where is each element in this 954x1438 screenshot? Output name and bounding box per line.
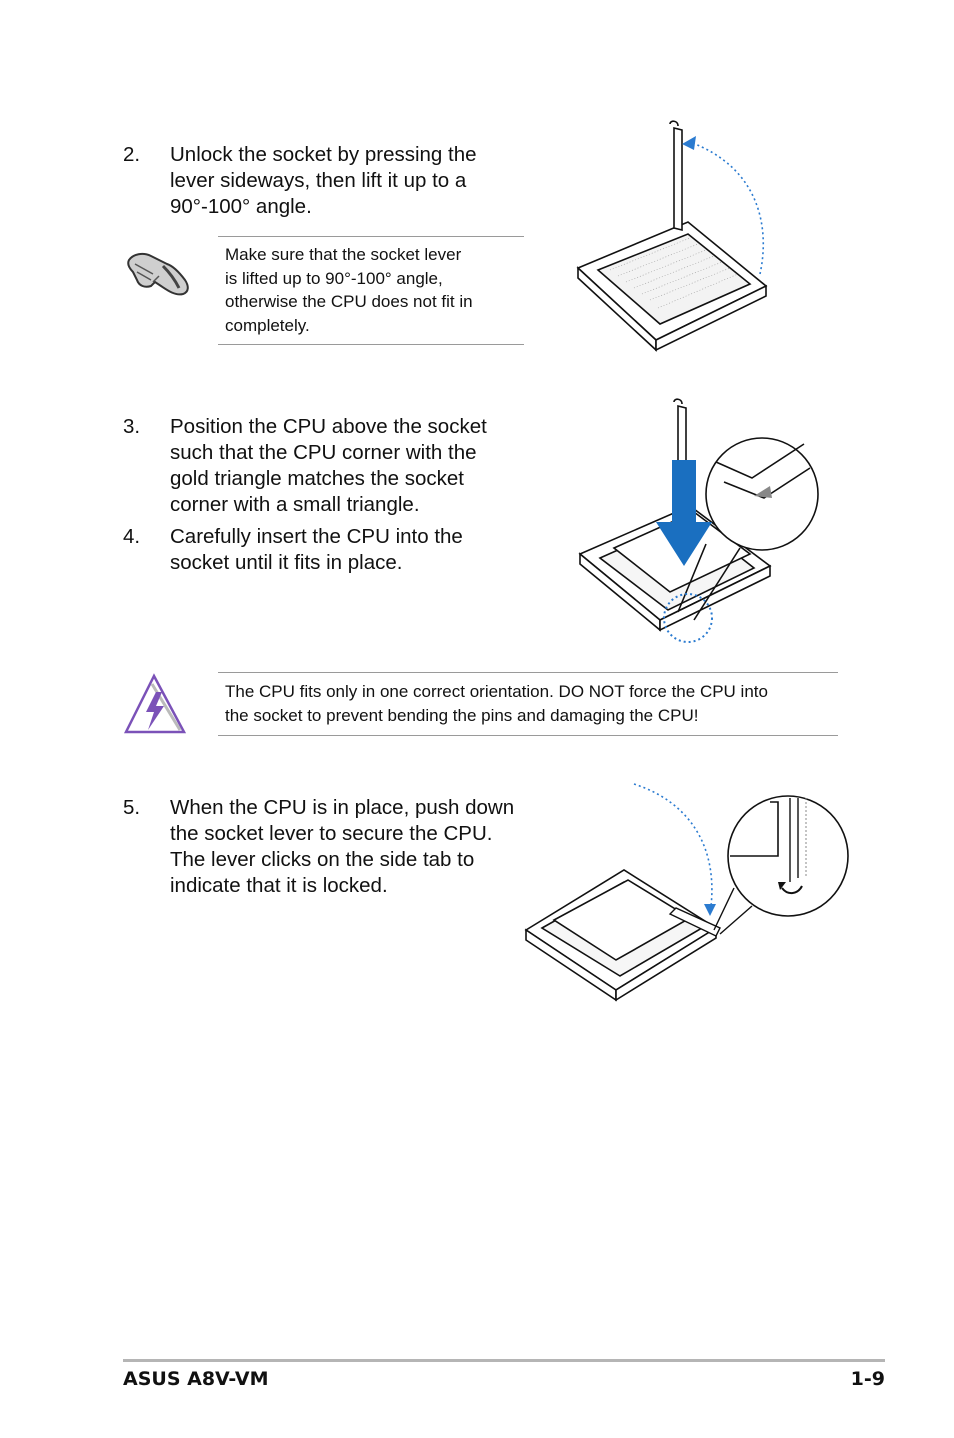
warning-top-rule [218, 672, 838, 673]
socket-lever-raised-figure [570, 118, 780, 358]
warning-note-text: The CPU fits only in one correct orientation. DO NOT force the CPU into the socket to prevent bending the pins and damaging the CPU! [225, 682, 768, 725]
socket-lever-locked-figure [520, 778, 852, 1008]
step-text: Carefully insert the CPU into the socket until it fits in place. [170, 525, 463, 574]
step-text: When the CPU is in place, push down the socket lever to secure the CPU. The lever clicks on the side tab to indicate that it is locked. [170, 796, 515, 897]
cpu-insertion-figure [574, 398, 824, 650]
step-4 [123, 524, 523, 580]
step-3 [123, 414, 523, 520]
note-bottom-rule [218, 344, 524, 345]
footer-product: ASUS A8V-VM [123, 1368, 269, 1390]
warning-icon [122, 672, 188, 738]
step-text: Unlock the socket by pressing the lever sideways, then lift it up to a 90°-100° angle. [170, 143, 477, 218]
step-2 [123, 142, 523, 222]
page-footer [123, 1368, 885, 1398]
step-text: Position the CPU above the socket such that the CPU corner with the gold triangle matches the socket corner with a small triangle. [170, 415, 487, 516]
step-number: 2. [123, 143, 141, 166]
step-number: 4. [123, 525, 141, 548]
hand-note-icon [123, 246, 195, 300]
footer-page-number: 1-9 [850, 1368, 885, 1390]
footer-rule [123, 1359, 885, 1362]
step-number: 3. [123, 415, 141, 438]
hand-note-text: Make sure that the socket lever is lifted up to 90°-100° angle, otherwise the CPU does not fit in completely. [225, 245, 473, 335]
note-top-rule [218, 236, 524, 237]
step-number: 5. [123, 796, 141, 819]
warning-bottom-rule [218, 735, 838, 736]
step-5 [123, 795, 533, 901]
